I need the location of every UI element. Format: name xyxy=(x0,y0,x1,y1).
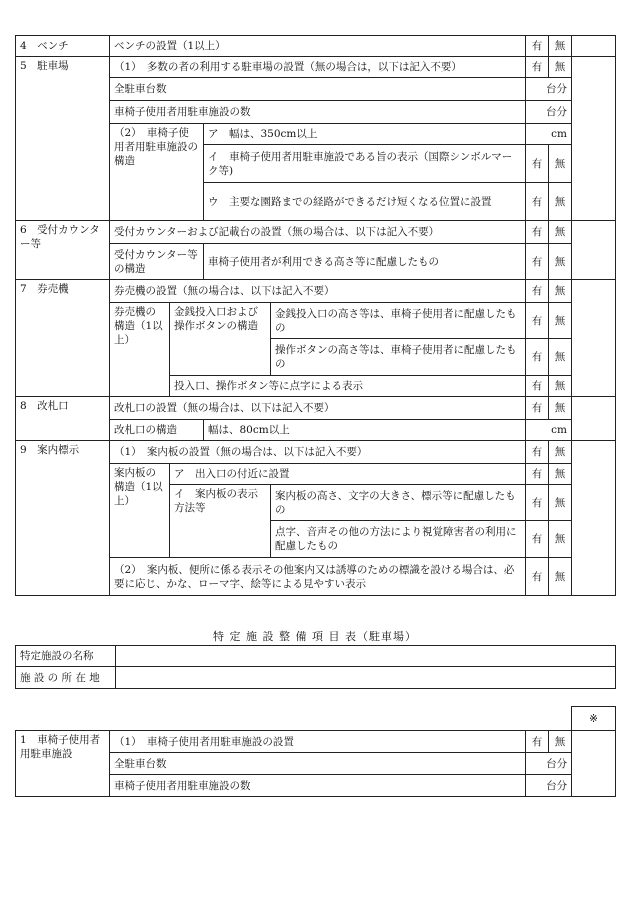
no-option[interactable]: 無 xyxy=(549,145,572,183)
check-cell[interactable] xyxy=(572,397,616,441)
yes-option[interactable]: 有 xyxy=(526,558,549,596)
counter-structure-desc: 車椅子使用者が利用できる高さ等に配慮したもの xyxy=(204,244,526,280)
total-parking-value[interactable]: 台分 xyxy=(526,753,572,775)
row-facility-name xyxy=(16,646,616,667)
yes-option[interactable]: 有 xyxy=(526,339,549,376)
no-option[interactable]: 無 xyxy=(549,397,572,420)
yes-option[interactable]: 有 xyxy=(526,303,549,339)
check-cell[interactable] xyxy=(572,221,616,280)
wheelchair-parking-value[interactable]: 台分 xyxy=(526,101,572,124)
wheelchair-parking-label: 車椅子使用者用駐車施設の数 xyxy=(110,101,526,124)
section-title: 特 定 施 設 整 備 項 目 表（駐車場） xyxy=(213,630,417,643)
no-option[interactable]: 無 xyxy=(549,731,572,753)
section-8-header: 8 改札口 xyxy=(16,397,110,441)
no-option[interactable]: 無 xyxy=(549,221,572,244)
section-5-header: 5 駐車場 xyxy=(16,57,110,221)
row-bench xyxy=(16,36,616,57)
yes-option[interactable]: 有 xyxy=(526,244,549,280)
wheelchair-parking-label: 車椅子使用者用駐車施設の数 xyxy=(110,775,526,797)
no-option[interactable]: 無 xyxy=(549,183,572,221)
ticket-coin-item: 金銭投入口の高さ等は、車椅子使用者に配慮したもの xyxy=(271,303,526,339)
yes-option[interactable]: 有 xyxy=(526,280,549,303)
sign-display-item: （2） 案内板、便所に係る表示その他案内又は誘導のための標識を設ける場合は、必要に応じ、かな、ローマ字、絵等による見やすい表示 xyxy=(110,558,526,596)
sign-install-item: （1） 案内板の設置（無の場合は、以下は記入不要） xyxy=(110,441,526,464)
gate-structure-label: 改札口の構造 xyxy=(110,420,204,441)
yes-option[interactable]: 有 xyxy=(526,441,549,464)
row-parking-install xyxy=(16,57,616,78)
counter-install-item: 受付カウンターおよび記載台の設置（無の場合は、以下は記入不要） xyxy=(110,221,526,244)
sign-braille-item: 点字、音声その他の方法により視覚障害者の利用に配慮したもの xyxy=(271,521,526,558)
gate-install-item: 改札口の設置（無の場合は、以下は記入不要） xyxy=(110,397,526,420)
counter-structure-label: 受付カウンター等の構造 xyxy=(110,244,204,280)
section-7-header: 7 券売機 xyxy=(16,280,110,397)
parking-location-item: ウ 主要な園路までの経路ができるだけ短くなる位置に設置 xyxy=(204,183,526,221)
no-option[interactable]: 無 xyxy=(549,36,572,57)
section-6-header: 6 受付カウンター等 xyxy=(16,221,110,280)
row-facility-address xyxy=(16,667,616,689)
facility-name-label: 特定施設の名称 xyxy=(16,646,116,667)
section-4-header: 4 ベンチ xyxy=(16,36,110,57)
yes-option[interactable]: 有 xyxy=(526,57,549,78)
yes-option[interactable]: 有 xyxy=(526,464,549,485)
section-9-header: 9 案内標示 xyxy=(16,441,110,596)
no-option[interactable]: 無 xyxy=(549,376,572,397)
ticket-sub-label: 金銭投入口および操作ボタンの構造 xyxy=(170,303,271,376)
parking-sign-item: イ 車椅子使用者用駐車施設である旨の表示（国際シンボルマーク等) xyxy=(204,145,526,183)
row-counter-install xyxy=(16,221,616,244)
yes-option[interactable]: 有 xyxy=(526,221,549,244)
gate-width-value[interactable]: cm xyxy=(526,420,572,441)
yes-option[interactable]: 有 xyxy=(526,36,549,57)
facility-name-input[interactable] xyxy=(116,646,616,667)
no-option[interactable]: 無 xyxy=(549,464,572,485)
no-option[interactable]: 無 xyxy=(549,485,572,521)
no-option[interactable]: 無 xyxy=(549,558,572,596)
section-1-header: 1 車椅子使用者用駐車施設 xyxy=(16,731,110,797)
facility-address-input[interactable] xyxy=(116,667,616,689)
total-parking-label: 全駐車台数 xyxy=(110,753,526,775)
sign-structure-label: 案内板の構造（1以上） xyxy=(110,464,170,558)
wheelchair-install-item: （1） 車椅子使用者用駐車施設の設置 xyxy=(110,731,526,753)
facility-address-label: 施 設 の 所 在 地 xyxy=(16,667,116,689)
yes-option[interactable]: 有 xyxy=(526,145,549,183)
no-option[interactable]: 無 xyxy=(549,57,572,78)
check-cell[interactable] xyxy=(572,57,616,221)
yes-option[interactable]: 有 xyxy=(526,397,549,420)
row-ticket-install xyxy=(16,280,616,303)
parking-checklist-table xyxy=(15,706,616,797)
check-cell[interactable] xyxy=(572,731,616,797)
no-option[interactable]: 無 xyxy=(549,441,572,464)
total-parking-value[interactable]: 台分 xyxy=(526,78,572,101)
no-option[interactable]: 無 xyxy=(549,303,572,339)
no-option[interactable]: 無 xyxy=(549,521,572,558)
sign-entrance-item: ア 出入口の付近に設置 xyxy=(170,464,526,485)
yes-option[interactable]: 有 xyxy=(526,183,549,221)
ticket-braille-item: 投入口、操作ボタン等に点字による表示 xyxy=(170,376,526,397)
yes-option[interactable]: 有 xyxy=(526,731,549,753)
check-cell[interactable] xyxy=(572,280,616,397)
check-cell[interactable] xyxy=(572,441,616,596)
no-option[interactable]: 無 xyxy=(549,280,572,303)
no-option[interactable]: 無 xyxy=(549,244,572,280)
sign-method-label: イ 案内板の表示方法等 xyxy=(170,485,271,558)
parking-width-item: ア 幅は、350cm以上 xyxy=(204,124,526,145)
parking-structure-label: （2） 車椅子使用者用駐車施設の構造 xyxy=(110,124,204,221)
yes-option[interactable]: 有 xyxy=(526,521,549,558)
row-mark xyxy=(16,707,616,731)
total-parking-label: 全駐車台数 xyxy=(110,78,526,101)
no-option[interactable]: 無 xyxy=(549,339,572,376)
row-wheelchair-install xyxy=(16,731,616,753)
bench-item: ベンチの設置（1以上） xyxy=(110,36,526,57)
facility-checklist-table xyxy=(15,35,616,596)
ticket-button-item: 操作ボタンの高さ等は、車椅子使用者に配慮したもの xyxy=(271,339,526,376)
sign-height-item: 案内板の高さ、文字の大きさ、標示等に配慮したもの xyxy=(271,485,526,521)
gate-width-item: 幅は、80cm以上 xyxy=(204,420,526,441)
check-cell[interactable] xyxy=(572,36,616,57)
facility-info-table xyxy=(15,645,616,689)
row-sign-install xyxy=(16,441,616,464)
mark-cell: ※ xyxy=(572,707,616,731)
yes-option[interactable]: 有 xyxy=(526,485,549,521)
yes-option[interactable]: 有 xyxy=(526,376,549,397)
ticket-install-item: 券売機の設置（無の場合は、以下は記入不要） xyxy=(110,280,526,303)
row-gate-install xyxy=(16,397,616,420)
parking-install-item: （1） 多数の者の利用する駐車場の設置（無の場合は，以下は記入不要） xyxy=(110,57,526,78)
wheelchair-parking-value[interactable]: 台分 xyxy=(526,775,572,797)
ticket-structure-label: 券売機の構造（1以上） xyxy=(110,303,170,397)
parking-width-value[interactable]: cm xyxy=(526,124,572,145)
